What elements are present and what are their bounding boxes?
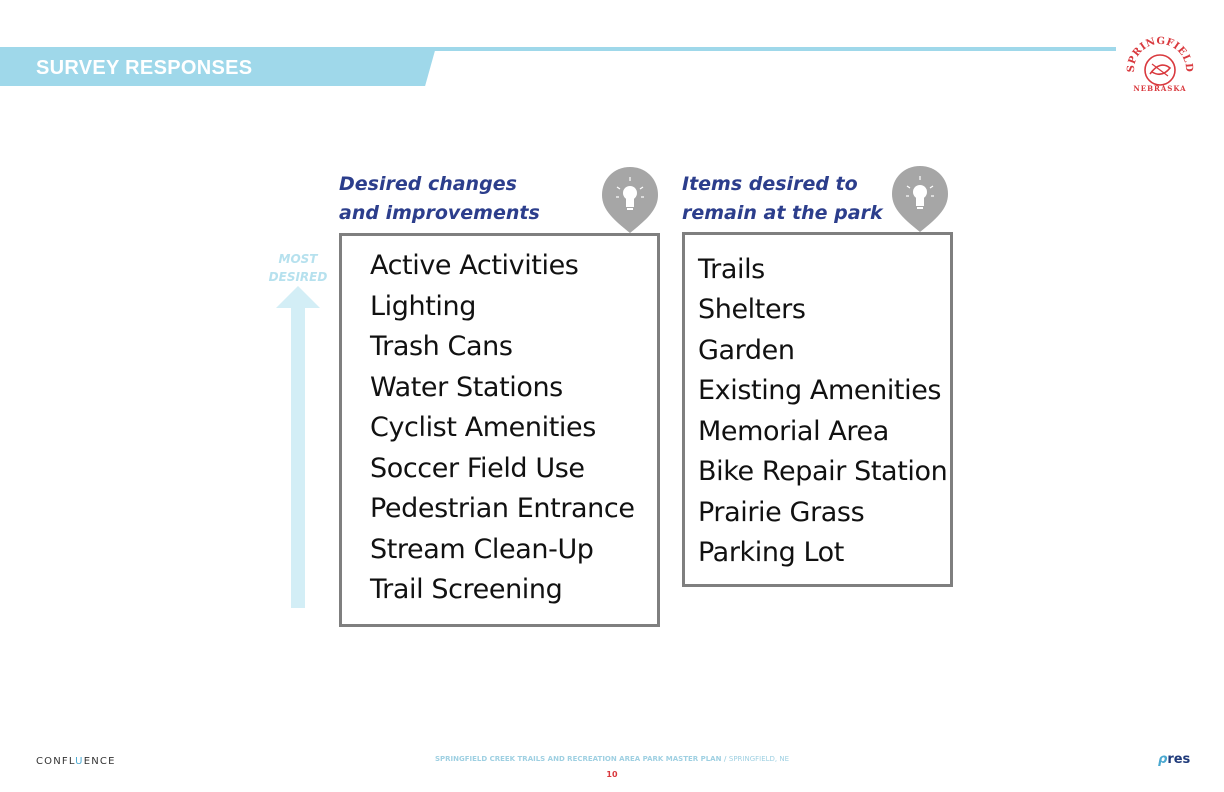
remain-items-box <box>682 232 953 587</box>
most-desired-label: MOST DESIRED <box>268 252 328 284</box>
res-logo: ρres <box>1158 752 1191 767</box>
header-rule <box>420 47 1116 51</box>
footer-title: SPRINGFIELD CREEK TRAILS AND RECREATION AREA PARK MASTER PLAN / SPRINGFIELD, NE <box>434 755 790 763</box>
logo-subtitle: NEBRASKA <box>1133 84 1187 93</box>
page-title: SURVEY RESPONSES <box>36 57 253 79</box>
lightbulb-pin-icon <box>600 165 660 235</box>
page-number: 10 <box>606 770 618 779</box>
up-arrow-icon <box>276 286 320 608</box>
right-column-heading: Items desired to remain at the park <box>682 173 883 224</box>
list-item: Active Activities <box>370 250 579 281</box>
list-item: Trail Screening <box>370 574 563 605</box>
list-item: Cyclist Amenities <box>370 412 596 443</box>
list-item: Pedestrian Entrance <box>370 493 635 524</box>
list-item: Garden <box>698 335 795 366</box>
list-item: Memorial Area <box>698 416 889 447</box>
lightbulb-pin-icon <box>890 164 950 234</box>
confluence-logo: CONFLUENCE <box>36 756 116 767</box>
svg-text:SPRINGFIELD: SPRINGFIELD <box>1125 35 1195 73</box>
list-item: Soccer Field Use <box>370 453 585 484</box>
list-item: Stream Clean-Up <box>370 534 594 565</box>
list-item: Trash Cans <box>370 331 513 362</box>
list-item: Trails <box>698 254 765 285</box>
list-item: Prairie Grass <box>698 497 865 528</box>
list-item: Shelters <box>698 294 806 325</box>
list-item: Existing Amenities <box>698 375 942 406</box>
list-item: Lighting <box>370 291 476 322</box>
list-item: Parking Lot <box>698 537 844 568</box>
list-item: Bike Repair Station <box>698 456 948 487</box>
left-column-heading: Desired changes and improvements <box>339 173 540 224</box>
list-item: Water Stations <box>370 372 563 403</box>
